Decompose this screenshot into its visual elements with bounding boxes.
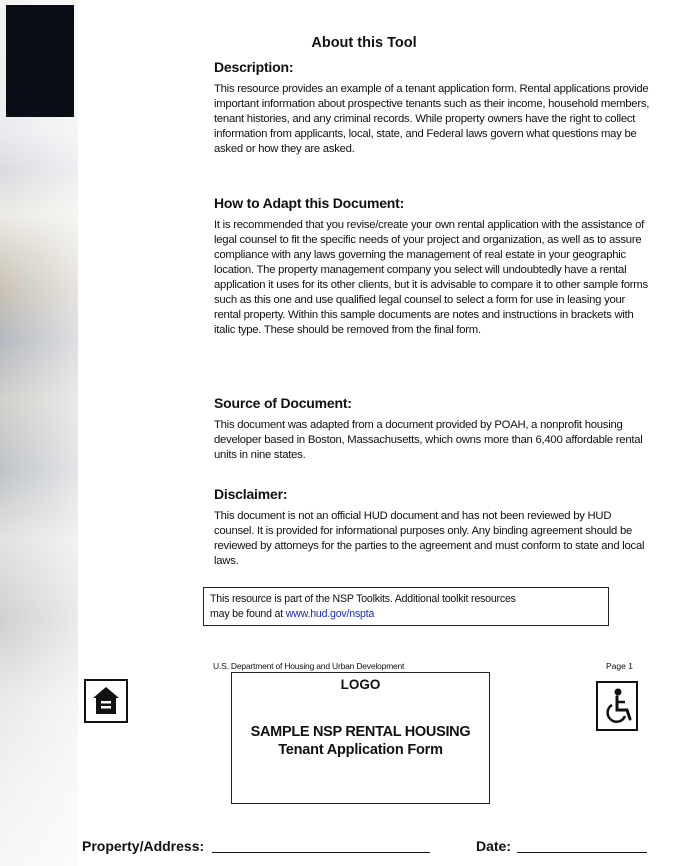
toolkit-notice-box [203, 587, 609, 626]
disclaimer-heading: Disclaimer: [214, 486, 288, 502]
page-title: About this Tool [311, 35, 417, 51]
side-photo-strip [0, 0, 78, 866]
notice-line-1: This resource is part of the NSP Toolkits. Additional toolkit resources [210, 593, 516, 605]
property-address-field[interactable] [212, 852, 430, 853]
hud-nspta-link[interactable]: www.hud.gov/nspta [285, 608, 375, 620]
date-label: Date: [476, 838, 512, 854]
property-address-label: Property/Address: [82, 838, 205, 854]
wheelchair-accessibility-icon [596, 681, 638, 731]
hud-department-line: U.S. Department of Housing and Urban Development [213, 661, 405, 671]
logo-title-box [231, 672, 490, 804]
logo-placeholder: LOGO [340, 677, 381, 692]
dark-header-block [6, 5, 74, 117]
date-field[interactable] [517, 852, 647, 853]
description-section [214, 59, 654, 157]
equal-housing-icon [84, 679, 128, 723]
form-title-line-2: Tenant Application Form [278, 742, 443, 758]
notice-line-2-prefix: may be found at [210, 608, 286, 620]
disclaimer-body: This document is not an official HUD document and has not been reviewed by HUD counsel. It is provided for informational purposes only. Any binding agreement should be reviewed by attorneys for the parties to the agreement and must conform to state and local laws. [214, 510, 645, 567]
adapt-body: It is recommended that you revise/create your own rental application with the assistance of legal counsel to fit the specific needs of your project and organization, as well as to assure compliance with any laws governing the management of real estate in your geographic location. The property management company you select will undoubtedly have a rental application it uses for its other clients, but it is advisable to compare it to other sample forms such as this one and use qualified legal counsel to select a form for use in leasing your rental property. Within this sample documents are notes and instructions in brackets with italic type. These should be removed from the final form. [214, 219, 648, 336]
disclaimer-section [214, 486, 654, 569]
notice-line-2 [210, 607, 608, 622]
page-number: Page 1 [606, 661, 633, 671]
source-body: This document was adapted from a document provided by POAH, a nonprofit housing developer based in Boston, Massachusetts, which owns more than 6,400 affordable rental units in nine states. [214, 419, 643, 461]
adapt-heading: How to Adapt this Document: [214, 195, 405, 211]
adapt-section [214, 195, 654, 338]
source-section [214, 395, 654, 463]
source-heading: Source of Document: [214, 395, 352, 411]
description-heading: Description: [214, 59, 294, 75]
form-title-line-1: SAMPLE NSP RENTAL HOUSING [250, 724, 471, 740]
description-body: This resource provides an example of a tenant application form. Rental applications provide important information about prospective tenants such as their income, household members, tenant histories, and any criminal records. While property owners have the right to collect information from applicants, local, state, and Federal laws govern what questions may be asked or how they are asked. [214, 83, 650, 155]
